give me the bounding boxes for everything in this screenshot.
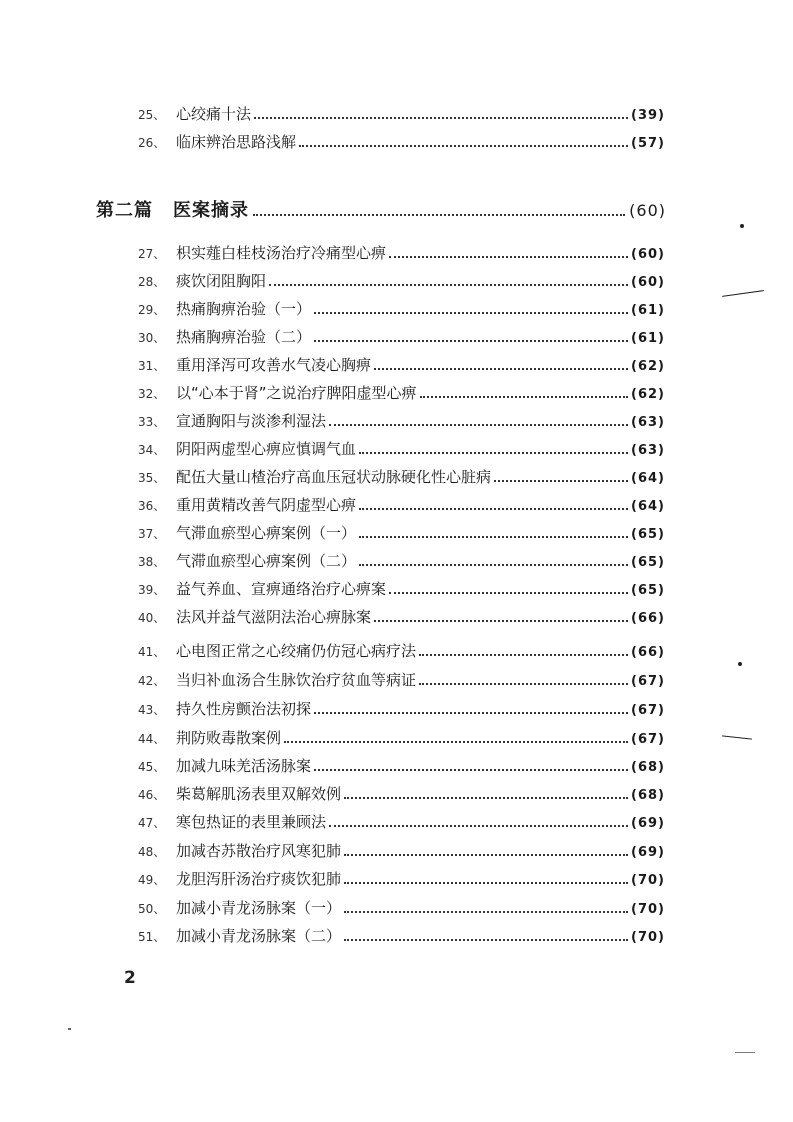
toc-entry	[138, 496, 665, 516]
toc-entry	[138, 300, 665, 320]
entry-page: (57)	[631, 136, 665, 151]
entry-title: 加减小青龙汤脉案（二）	[176, 927, 342, 945]
dot-leader	[374, 618, 628, 622]
toc-entry	[138, 729, 665, 749]
entry-number: 34、	[138, 443, 166, 457]
entry-number: 37、	[138, 527, 166, 541]
section-heading	[96, 200, 666, 222]
entry-page: (66)	[631, 611, 665, 626]
entry-page: (70)	[631, 902, 665, 917]
entry-page: (65)	[631, 583, 665, 598]
entry-title: 法风并益气滋阴法治心痹脉案	[176, 608, 372, 626]
scan-speck	[722, 735, 752, 739]
entry-page: (65)	[631, 555, 665, 570]
entry-page: (69)	[631, 816, 665, 831]
dot-leader	[359, 506, 628, 510]
dot-leader	[419, 652, 628, 656]
entry-number: 38、	[138, 555, 166, 569]
dot-leader	[329, 823, 628, 827]
toc-entry	[138, 870, 665, 890]
entry-number: 36、	[138, 499, 166, 513]
entry-page: (63)	[631, 443, 665, 458]
dot-leader	[494, 478, 628, 482]
dot-leader	[329, 422, 628, 426]
dot-leader	[344, 880, 628, 884]
entry-page: (69)	[631, 845, 665, 860]
entry-title: 加减杏苏散治疗风寒犯肺	[176, 842, 342, 860]
entry-number: 30、	[138, 331, 166, 345]
entry-number: 41、	[138, 645, 166, 659]
entry-page: (67)	[631, 674, 665, 689]
entry-title: 宣通胸阳与淡渗利湿法	[176, 412, 327, 430]
entry-number: 42、	[138, 674, 166, 688]
entry-title: 重用黄精改善气阴虚型心痹	[176, 496, 357, 514]
entry-title: 益气养血、宣痹通络治疗心痹案	[176, 580, 387, 598]
toc-entry	[138, 244, 665, 264]
entry-title: 心绞痛十法	[176, 105, 252, 123]
dot-leader	[419, 681, 628, 685]
entry-page: (65)	[631, 527, 665, 542]
entry-page: (61)	[631, 303, 665, 318]
entry-title: 痰饮闭阻胸阳	[176, 272, 267, 290]
entry-page: (64)	[631, 499, 665, 514]
entry-title: 荆防败毒散案例	[176, 729, 282, 747]
toc-entry	[138, 356, 665, 376]
entry-title: 以“心本于肾”之说治疗脾阳虚型心痹	[176, 384, 417, 402]
toc-entry	[138, 440, 665, 460]
page-number: 2	[124, 968, 136, 988]
entry-number: 44、	[138, 732, 166, 746]
entry-title: 加减九味羌活汤脉案	[176, 757, 312, 775]
entry-title: 龙胆泻肝汤治疗痰饮犯肺	[176, 870, 342, 888]
entry-title: 寒包热证的表里兼顾法	[176, 813, 327, 831]
entry-page: (62)	[631, 387, 665, 402]
entry-title: 心电图正常之心绞痛仍仿冠心病疗法	[176, 642, 417, 660]
dot-leader	[344, 909, 628, 913]
toc-entry	[138, 842, 665, 862]
dot-leader	[314, 310, 628, 314]
toc-entry	[138, 328, 665, 348]
dot-leader	[253, 212, 625, 216]
dot-leader	[284, 739, 628, 743]
entry-page: (70)	[631, 930, 665, 945]
dot-leader	[359, 450, 628, 454]
scan-speck	[735, 1052, 755, 1053]
dot-leader	[344, 937, 628, 941]
entry-number: 46、	[138, 788, 166, 802]
dot-leader	[359, 562, 628, 566]
toc-entry	[138, 642, 665, 662]
entry-number: 47、	[138, 816, 166, 830]
entry-page: (67)	[631, 732, 665, 747]
entry-title: 枳实薤白桂枝汤治疗冷痛型心痹	[176, 244, 387, 262]
entry-page: (70)	[631, 873, 665, 888]
toc-entry	[138, 105, 665, 125]
dot-leader	[314, 710, 628, 714]
toc-entry	[138, 700, 665, 720]
toc-entry	[138, 813, 665, 833]
scan-speck	[740, 224, 744, 228]
dot-leader	[374, 366, 628, 370]
toc-entry	[138, 412, 665, 432]
toc-entry	[138, 524, 665, 544]
entry-page: (68)	[631, 760, 665, 775]
dot-leader	[254, 115, 628, 119]
entry-page: (67)	[631, 703, 665, 718]
entry-number: 45、	[138, 760, 166, 774]
scan-speck	[738, 662, 742, 666]
entry-number: 39、	[138, 583, 166, 597]
entry-number: 33、	[138, 415, 166, 429]
entry-number: 29、	[138, 303, 166, 317]
entry-page: (66)	[631, 645, 665, 660]
entry-page: (63)	[631, 415, 665, 430]
scan-speck	[722, 290, 764, 297]
toc-entry	[138, 927, 665, 947]
entry-number: 49、	[138, 873, 166, 887]
entry-page: (60)	[631, 247, 665, 262]
entry-number: 51、	[138, 930, 166, 944]
toc-entry	[138, 757, 665, 777]
entry-page: (60)	[631, 275, 665, 290]
dot-leader	[314, 338, 628, 342]
entry-number: 31、	[138, 359, 166, 373]
entry-title: 配伍大量山楂治疗高血压冠状动脉硬化性心脏病	[176, 468, 492, 486]
dot-leader	[389, 254, 628, 258]
entry-page: (62)	[631, 359, 665, 374]
entry-number: 35、	[138, 471, 166, 485]
entry-number: 50、	[138, 902, 166, 916]
dot-leader	[314, 767, 628, 771]
dot-leader	[269, 282, 628, 286]
dot-leader	[359, 534, 628, 538]
entry-number: 27、	[138, 247, 166, 261]
toc-entry	[138, 785, 665, 805]
toc-entry	[138, 384, 665, 404]
entry-title: 临床辨治思路浅解	[176, 133, 297, 151]
dot-leader	[344, 852, 628, 856]
toc-entry	[138, 468, 665, 488]
entry-number: 32、	[138, 387, 166, 401]
entry-title: 加减小青龙汤脉案（一）	[176, 899, 342, 917]
dot-leader	[389, 590, 628, 594]
entry-title: 气滞血瘀型心痹案例（一）	[176, 524, 357, 542]
entry-number: 48、	[138, 845, 166, 859]
entry-title: 当归补血汤合生脉饮治疗贫血等病证	[176, 671, 417, 689]
entry-page: (64)	[631, 471, 665, 486]
section-label: 第二篇	[96, 200, 153, 221]
toc-entry	[138, 272, 665, 292]
toc-entry	[138, 671, 665, 691]
entry-title: 柴葛解肌汤表里双解效例	[176, 785, 342, 803]
dot-leader	[344, 795, 628, 799]
entry-title: 气滞血瘀型心痹案例（二）	[176, 552, 357, 570]
toc-entry	[138, 133, 665, 153]
dot-leader	[299, 143, 628, 147]
dot-leader	[420, 394, 628, 398]
entry-title: 阴阳两虚型心痹应慎调气血	[176, 440, 357, 458]
toc-entry	[138, 580, 665, 600]
entry-title: 热痛胸痹治验（二）	[176, 328, 312, 346]
entry-number: 25、	[138, 108, 166, 122]
toc-entry	[138, 552, 665, 572]
toc-entry	[138, 608, 665, 628]
entry-page: (39)	[631, 108, 665, 123]
entry-title: 持久性房颤治法初探	[176, 700, 312, 718]
entry-number: 43、	[138, 703, 166, 717]
entry-page: (61)	[631, 331, 665, 346]
entry-number: 40、	[138, 611, 166, 625]
entry-number: 28、	[138, 275, 166, 289]
scan-speck	[68, 1028, 71, 1030]
toc-entry	[138, 899, 665, 919]
entry-title: 重用泽泻可攻善水气凌心胸痹	[176, 356, 372, 374]
section-title: 医案摘录	[173, 200, 249, 221]
section-page: (60)	[629, 201, 666, 220]
entry-page: (68)	[631, 788, 665, 803]
entry-number: 26、	[138, 136, 166, 150]
entry-title: 热痛胸痹治验（一）	[176, 300, 312, 318]
